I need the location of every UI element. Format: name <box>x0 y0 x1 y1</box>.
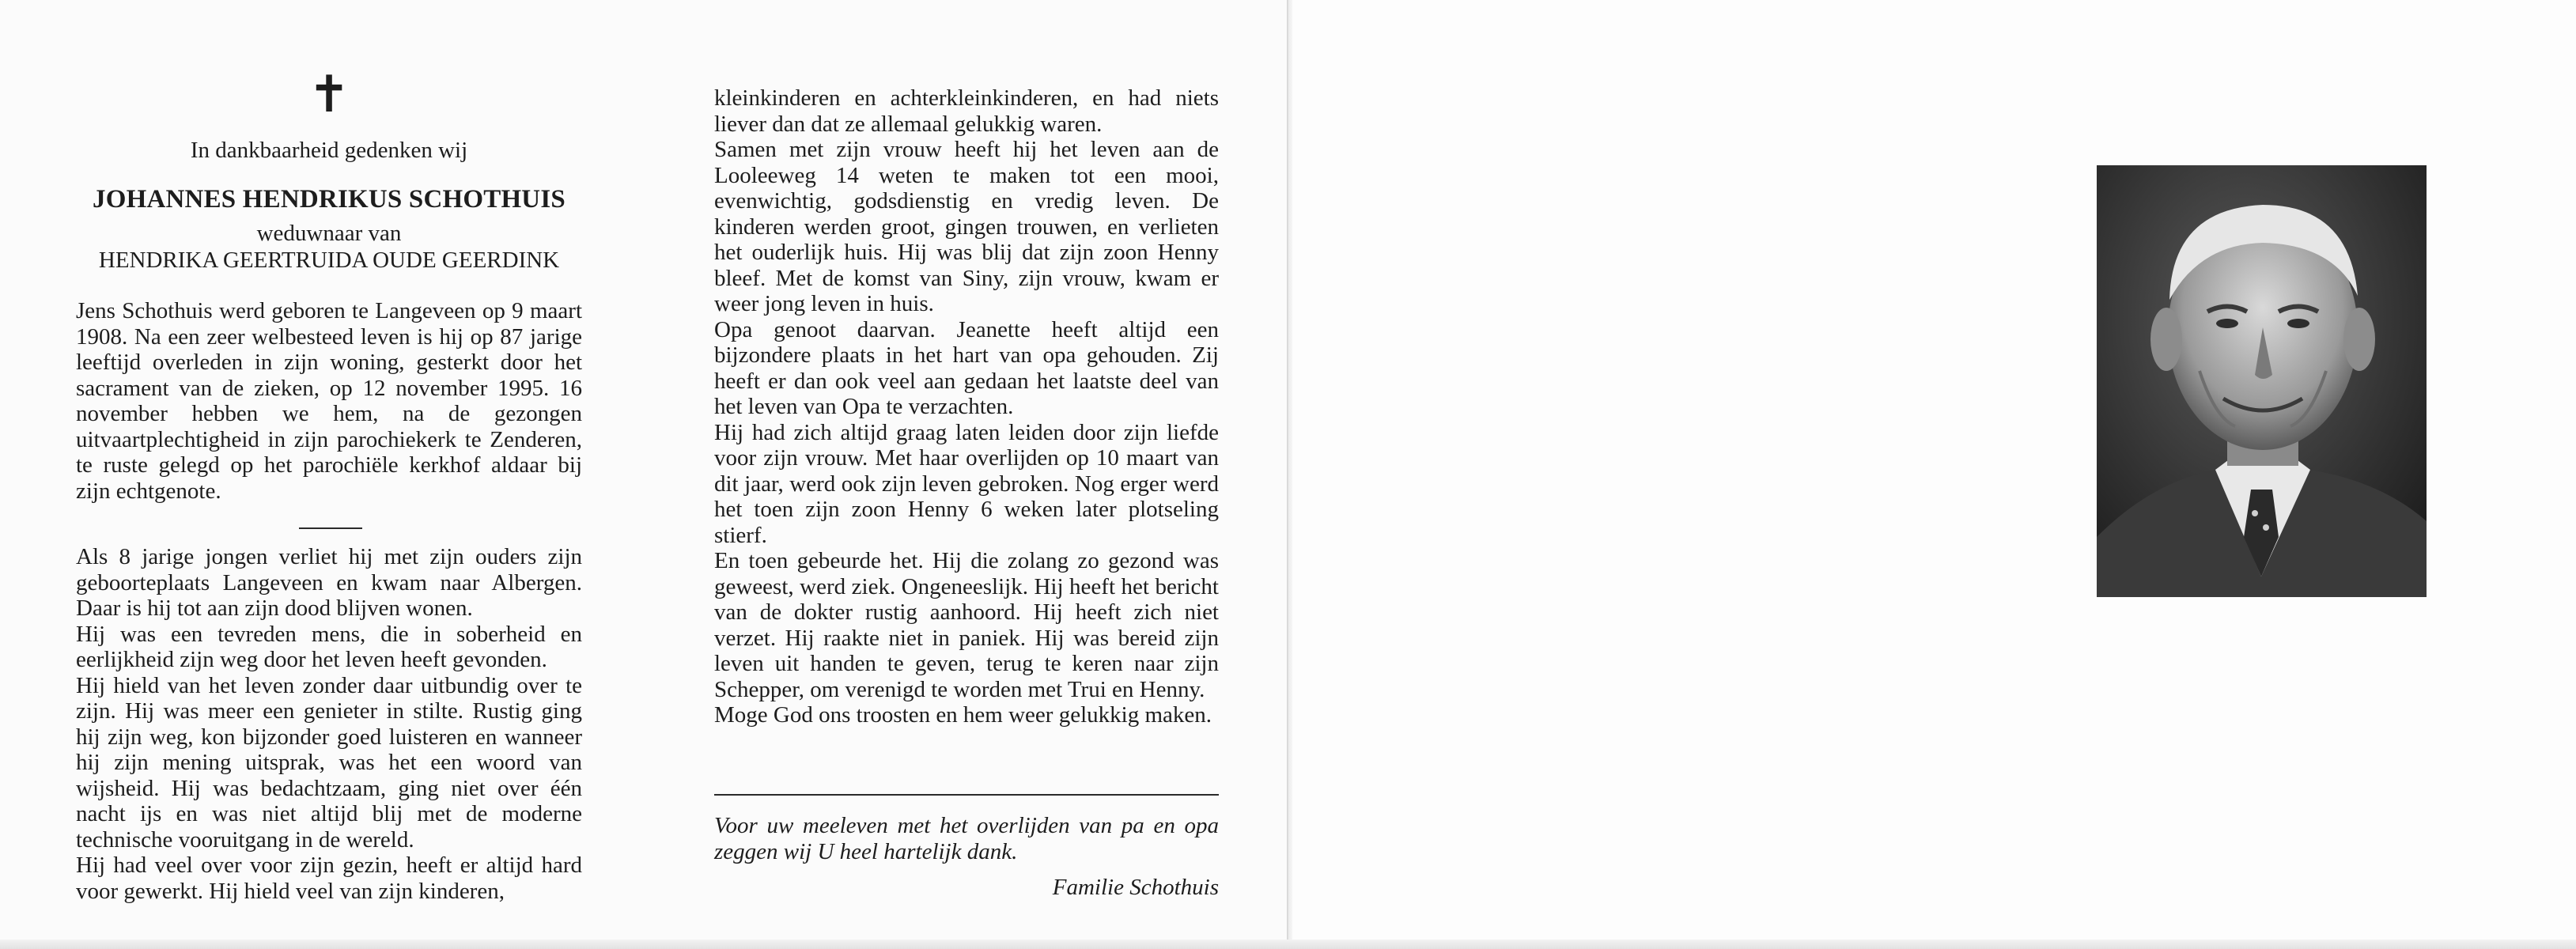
card-fold <box>1287 0 1292 949</box>
section-divider <box>299 527 362 529</box>
announcement-paragraph <box>76 298 582 504</box>
biography-part1: Als 8 jarige jongen verliet hij met zijn ouders zijn geboorteplaats Langeveen en kwam naar Albergen. Daar is hij tot aan zijn dood blijven wonen. Hij was een tevreden mens, die in soberheid en eerlijkheid zijn weg door het leven heeft gevonden. Hij hield van het leven zonder daar uitbundig over te zijn. Hij was meer een genieter in stilte. Rustig ging hij zijn weg, kon bijzonder goed luisteren en wanneer hij zijn mening uitsprak, was het een woord van wijsheid. Hij was bedachtzaam, ging niet over één nacht ijs en was niet altijd blij met de moderne technische vooruitgang in de wereld. Hij had veel over voor zijn gezin, heeft er altijd hard voor gewerkt. Hij hield veel van zijn kinderen, <box>76 544 582 904</box>
thanks-message: Voor uw meeleven met het overlijden van pa en opa zeggen wij U heel hartelijk dank. <box>714 813 1219 864</box>
portrait-illustration <box>2097 165 2427 597</box>
cross-icon: ✝ <box>308 66 350 123</box>
portrait-photo <box>2097 165 2427 597</box>
page-bottom-edge <box>0 940 2576 949</box>
announcement-text: Jens Schothuis werd geboren te Langeveen op 9 maart 1908. Na een zeer welbesteed leven is hij op 87 jarige leeftijd overleden in zijn woning, gesterkt door het sacrament van de zieken, op 12 november 1995. 16 november hebben we hem, na de gezongen uitvaartplechtigheid in zijn parochiekerk te Zenderen, te ruste gelegd op het parochiële kerkhof aldaar bij zijn echtgenote. <box>76 298 582 504</box>
deceased-name: JOHANNES HENDRIKUS SCHOTHUIS <box>93 185 566 214</box>
intro-line: In dankbaarheid gedenken wij <box>190 138 468 163</box>
thanks-divider <box>714 794 1219 796</box>
relation-line: weduwnaar van <box>256 221 402 246</box>
family-signature: Familie Schothuis <box>1052 875 1219 900</box>
biography-part2: kleinkinderen en achterkleinkinderen, en had niets liever dan dat ze allemaal gelukkig waren. Samen met zijn vrouw heeft hij het leven aan de Looleeweg 14 weten te maken tot een mooi, evenwichtig, godsdienstig en vredig leven. De kinderen werden groot, gingen trouwen, en verlieten het ouderlijk huis. Hij was blij dat zijn zoon Henny bleef. Met de komst van Siny, zijn vrouw, kwam er weer jong leven in huis. Opa genoot daarvan. Jeanette heeft altijd een bijzondere plaats in het hart van opa gehouden. Zij heeft er dan ook veel aan gedaan het laatste deel van het leven van Opa te verzachten. Hij had zich altijd graag laten leiden door zijn liefde voor zijn vrouw. Met haar overlijden op 10 maart van dit jaar, werd ook zijn leven gebroken. Nog erger werd het toen zijn zoon Henny 6 weken later plotseling stierf. En toen gebeurde het. Hij die zolang zo gezond was geweest, werd ziek. Ongeneeslijk. Hij heeft het bericht van de dokter rustig aanhoord. Hij heeft zich niet verzet. Hij raakte niet in paniek. Hij was bereid zijn leven uit handen te geven, terug te keren naar zijn Schepper, om verenigd te worden met Trui en Henny. Moge God ons troosten en hem weer gelukkig maken. <box>714 85 1219 728</box>
spouse-name: HENDRIKA GEERTRUIDA OUDE GEERDINK <box>98 248 560 273</box>
